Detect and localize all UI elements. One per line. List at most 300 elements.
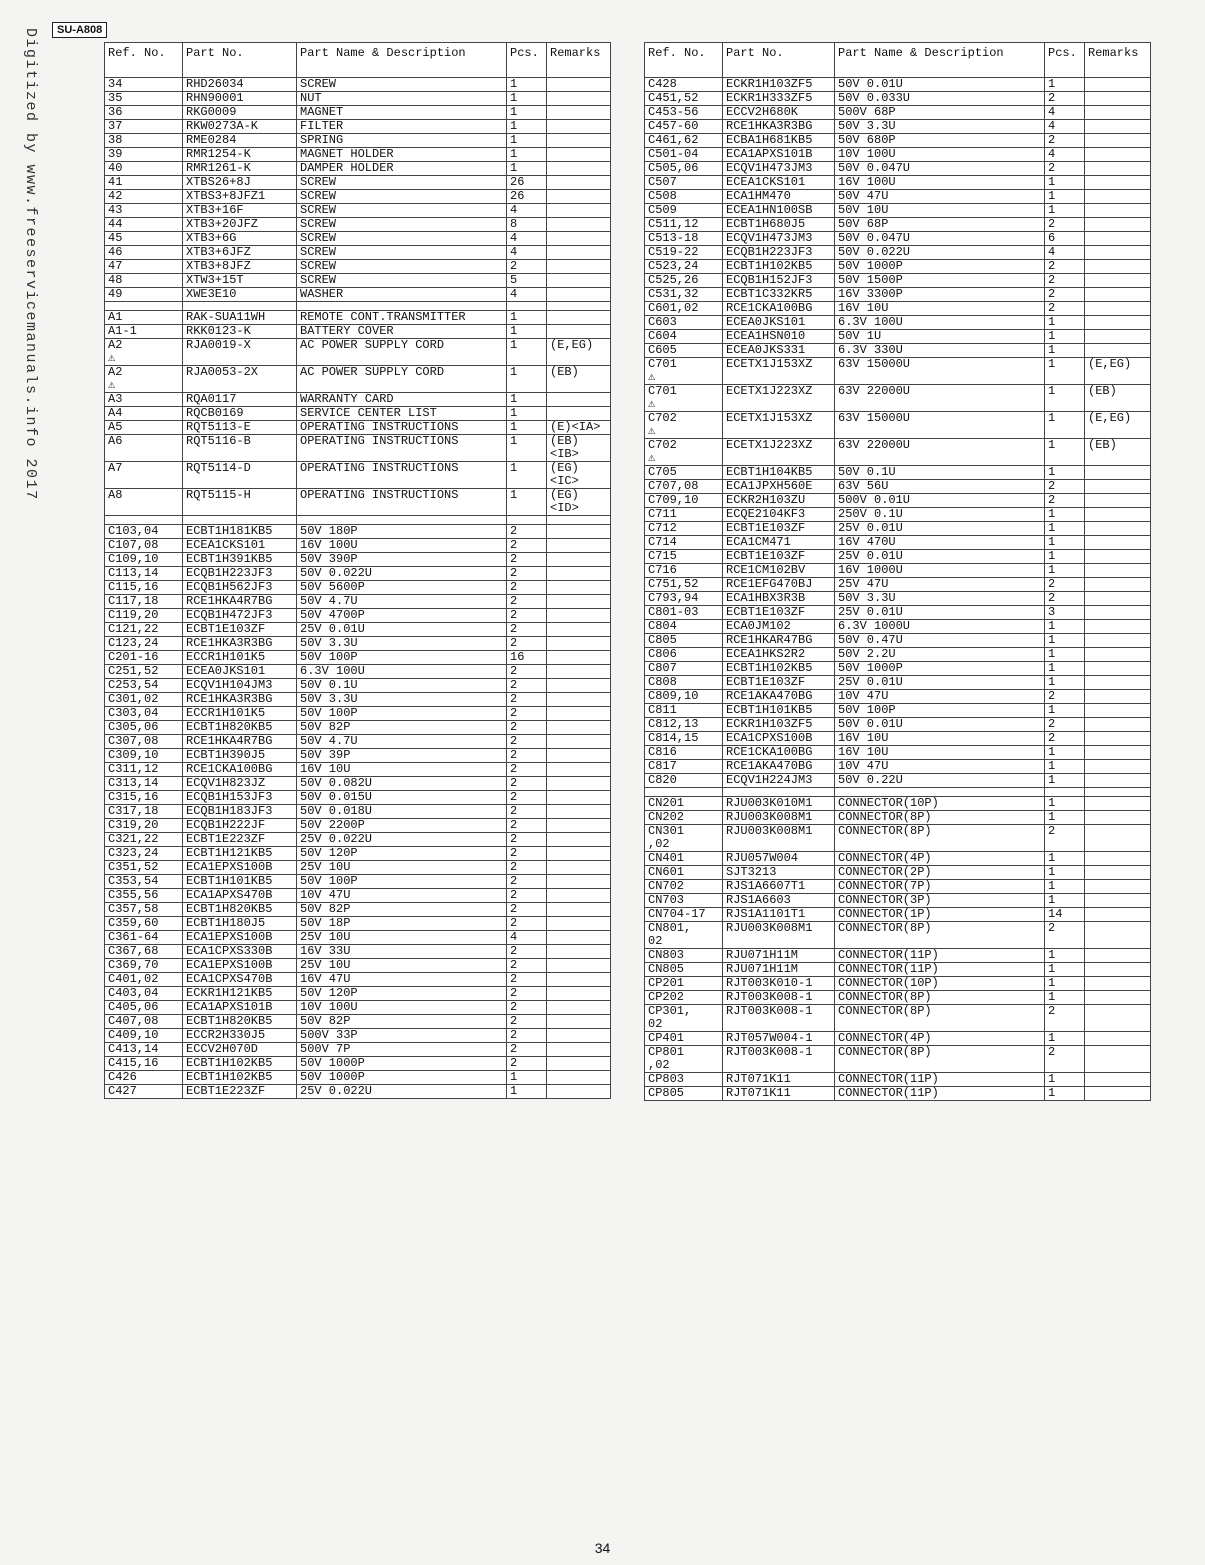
table-row (645, 1073, 1151, 1087)
ref-cell: 38 (105, 134, 183, 148)
part-no-cell: ECBT1H390J5 (183, 749, 297, 763)
table-row (105, 987, 611, 1001)
remarks-cell (547, 623, 611, 637)
pcs-cell: 1 (1045, 852, 1085, 866)
part-no-cell: ECBT1H391KB5 (183, 553, 297, 567)
ref-cell: C461,62 (645, 134, 723, 148)
part-no-cell: ECBT1H121KB5 (183, 847, 297, 861)
part-no-cell: RCE1HKAR47BG (723, 634, 835, 648)
pcs-cell: 5 (507, 274, 547, 288)
description-cell: 50V 5600P (297, 581, 507, 595)
ref-cell: C315,16 (105, 791, 183, 805)
pcs-cell: 2 (1045, 825, 1085, 852)
pcs-cell: 1 (507, 421, 547, 435)
remarks-cell (547, 302, 611, 311)
ref-cell: 36 (105, 106, 183, 120)
pcs-cell: 1 (507, 106, 547, 120)
remarks-cell (1085, 788, 1151, 797)
remarks-cell (547, 721, 611, 735)
part-no-cell: ECKR2H103ZU (723, 494, 835, 508)
table-row (645, 120, 1151, 134)
remarks-cell (547, 693, 611, 707)
part-no-cell: ECBT1E103ZF (723, 676, 835, 690)
part-no-cell: RQT5114-D (183, 462, 297, 489)
ref-cell: A1-1 (105, 325, 183, 339)
table-row (645, 466, 1151, 480)
part-no-cell: ECA1CM471 (723, 536, 835, 550)
description-cell: AC POWER SUPPLY CORD (297, 366, 507, 393)
table-row (645, 385, 1151, 412)
description-cell: 500V 33P (297, 1029, 507, 1043)
ref-cell: C253,54 (105, 679, 183, 693)
table-row (105, 679, 611, 693)
part-no-cell: XTBS3+8JFZ1 (183, 190, 297, 204)
pcs-cell: 4 (1045, 120, 1085, 134)
description-cell: FILTER (297, 120, 507, 134)
table-row (645, 176, 1151, 190)
description-cell: 500V 68P (835, 106, 1045, 120)
side-watermark: Digitized by www.freeservicemanuals.info 2017 (22, 28, 39, 501)
description-cell: CONNECTOR(8P) (835, 825, 1045, 852)
description-cell: CONNECTOR(10P) (835, 977, 1045, 991)
pcs-cell: 2 (507, 777, 547, 791)
ref-cell: 34 (105, 78, 183, 92)
table-row (645, 1087, 1151, 1101)
ref-cell: C319,20 (105, 819, 183, 833)
pcs-cell: 4 (507, 232, 547, 246)
pcs-cell: 1 (507, 134, 547, 148)
table-row (645, 922, 1151, 949)
remarks-cell (547, 735, 611, 749)
description-cell: SERVICE CENTER LIST (297, 407, 507, 421)
table-row (645, 991, 1151, 1005)
part-no-cell: ECA1APXS101B (723, 148, 835, 162)
table-row (645, 536, 1151, 550)
table-row (105, 232, 611, 246)
pcs-cell: 1 (1045, 190, 1085, 204)
part-no-cell: ECQB1H222JF (183, 819, 297, 833)
table-row (105, 311, 611, 325)
table-row (645, 550, 1151, 564)
part-no-cell: RQCB0169 (183, 407, 297, 421)
description-cell: 500V 7P (297, 1043, 507, 1057)
pcs-cell: 2 (1045, 480, 1085, 494)
part-no-cell: ECETX1J223XZ (723, 439, 835, 466)
part-no-cell: RJS1A1101T1 (723, 908, 835, 922)
ref-cell: A6 (105, 435, 183, 462)
part-no-cell: ECQV1H473JM3 (723, 162, 835, 176)
description-cell: 16V 10U (835, 302, 1045, 316)
ref-cell: 39 (105, 148, 183, 162)
description-cell: 50V 390P (297, 553, 507, 567)
remarks-cell (1085, 78, 1151, 92)
part-no-cell: ECEA1CKS101 (723, 176, 835, 190)
table-row (105, 959, 611, 973)
pcs-cell: 2 (1045, 592, 1085, 606)
part-no-cell: RJT057W004-1 (723, 1032, 835, 1046)
ref-cell: C305,06 (105, 721, 183, 735)
table-row (645, 522, 1151, 536)
remarks-cell (1085, 344, 1151, 358)
table-row (645, 302, 1151, 316)
table-row (645, 260, 1151, 274)
description-cell: 50V 0.01U (835, 718, 1045, 732)
remarks-cell (1085, 825, 1151, 852)
table-row (105, 833, 611, 847)
parts-table-right (644, 42, 1151, 1101)
description-cell: 6.3V 100U (297, 665, 507, 679)
ref-cell: C321,22 (105, 833, 183, 847)
pcs-cell: 1 (507, 1085, 547, 1099)
description-cell: 16V 10U (835, 746, 1045, 760)
description-cell: 50V 0.033U (835, 92, 1045, 106)
remarks-cell (1085, 676, 1151, 690)
pcs-cell: 1 (1045, 1073, 1085, 1087)
table-row (105, 78, 611, 92)
part-no-cell: ECA1EPXS100B (183, 959, 297, 973)
header-row (645, 43, 1151, 78)
part-no-cell: RQA0117 (183, 393, 297, 407)
table-row (105, 393, 611, 407)
part-no-cell: RHD26034 (183, 78, 297, 92)
ref-cell: C509 (645, 204, 723, 218)
part-no-cell: RCE1CKA100BG (723, 302, 835, 316)
remarks-cell: (EB) (1085, 385, 1151, 412)
table-row (105, 407, 611, 421)
pcs-cell: 2 (1045, 922, 1085, 949)
table-row (105, 777, 611, 791)
ref-cell: C428 (645, 78, 723, 92)
pcs-cell: 2 (507, 847, 547, 861)
description-cell: 50V 0.022U (297, 567, 507, 581)
part-no-cell: ECQB1H183JF3 (183, 805, 297, 819)
remarks-cell (547, 763, 611, 777)
remarks-cell (547, 92, 611, 106)
description-cell: 50V 0.047U (835, 162, 1045, 176)
table-row (105, 106, 611, 120)
description-cell: 10V 100U (835, 148, 1045, 162)
pcs-cell: 1 (1045, 385, 1085, 412)
part-no-cell: ECA1EPXS100B (183, 931, 297, 945)
table-row (645, 620, 1151, 634)
table-row (105, 735, 611, 749)
table-row (645, 508, 1151, 522)
pcs-cell: 1 (1045, 330, 1085, 344)
ref-cell: CN702 (645, 880, 723, 894)
pcs-cell: 2 (507, 595, 547, 609)
pcs-cell: 8 (507, 218, 547, 232)
part-no-cell: RJT003K008-1 (723, 991, 835, 1005)
part-no-cell: RQT5113-E (183, 421, 297, 435)
pcs-cell: 1 (1045, 760, 1085, 774)
remarks-cell (547, 246, 611, 260)
ref-cell: C309,10 (105, 749, 183, 763)
description-cell: CONNECTOR(1P) (835, 908, 1045, 922)
description-cell: 50V 100P (297, 875, 507, 889)
remarks-cell (1085, 1087, 1151, 1101)
pcs-cell: 1 (1045, 963, 1085, 977)
part-no-cell: ECBT1H102KB5 (183, 1071, 297, 1085)
pcs-cell: 2 (507, 973, 547, 987)
remarks-cell (1085, 690, 1151, 704)
pcs-cell: 1 (507, 435, 547, 462)
part-no-cell: RMR1261-K (183, 162, 297, 176)
part-no-cell: ECQV1H104JM3 (183, 679, 297, 693)
remarks-cell (1085, 522, 1151, 536)
table-row (645, 866, 1151, 880)
pcs-cell: 14 (1045, 908, 1085, 922)
description-cell: 10V 47U (297, 889, 507, 903)
pcs-cell: 6 (1045, 232, 1085, 246)
description-cell: 16V 3300P (835, 288, 1045, 302)
ref-cell: 47 (105, 260, 183, 274)
description-cell: 16V 100U (297, 539, 507, 553)
ref-cell: C820 (645, 774, 723, 788)
remarks-cell (547, 162, 611, 176)
description-cell: SPRING (297, 134, 507, 148)
description-cell: 50V 4.7U (297, 735, 507, 749)
pcs-cell: 1 (1045, 634, 1085, 648)
remarks-cell (547, 78, 611, 92)
ref-cell: C507 (645, 176, 723, 190)
description-cell: SCREW (297, 190, 507, 204)
table-row (645, 797, 1151, 811)
ref-cell: 37 (105, 120, 183, 134)
table-row (645, 648, 1151, 662)
pcs-cell: 4 (507, 204, 547, 218)
table-row (105, 665, 611, 679)
table-row (105, 260, 611, 274)
table-row (105, 489, 611, 516)
pcs-cell: 2 (507, 525, 547, 539)
pcs-cell: 1 (1045, 466, 1085, 480)
part-no-cell: RKW0273A-K (183, 120, 297, 134)
pcs-cell: 2 (1045, 288, 1085, 302)
part-no-cell: ECQV1H473JM3 (723, 232, 835, 246)
remarks-cell (1085, 620, 1151, 634)
col-ref-header: Ref. No. (645, 43, 723, 78)
ref-cell: C523,24 (645, 260, 723, 274)
table-row (105, 366, 611, 393)
ref-cell: C714 (645, 536, 723, 550)
ref-cell: CN704-17 (645, 908, 723, 922)
description-cell: 50V 0.01U (835, 78, 1045, 92)
pcs-cell: 1 (507, 92, 547, 106)
part-no-cell: ECEA0JKS331 (723, 344, 835, 358)
ref-cell: C805 (645, 634, 723, 648)
description-cell: 50V 10U (835, 204, 1045, 218)
part-no-cell: ECBT1E103ZF (723, 522, 835, 536)
remarks-cell (1085, 908, 1151, 922)
remarks-cell (1085, 274, 1151, 288)
description-cell: 50V 1500P (835, 274, 1045, 288)
part-no-cell: RCE1HKA4R7BG (183, 595, 297, 609)
pcs-cell: 2 (1045, 134, 1085, 148)
ref-cell: C701 ⚠ (645, 385, 723, 412)
ref-cell: C716 (645, 564, 723, 578)
description-cell: 16V 100U (835, 176, 1045, 190)
description-cell: 10V 47U (835, 690, 1045, 704)
part-no-cell: RAK-SUA11WH (183, 311, 297, 325)
remarks-cell (547, 903, 611, 917)
part-no-cell: XTB3+6G (183, 232, 297, 246)
description-cell: 63V 22000U (835, 439, 1045, 466)
table-row (105, 945, 611, 959)
table-row (105, 274, 611, 288)
part-no-cell: ECCR1H101K5 (183, 651, 297, 665)
part-no-cell: ECBT1H820KB5 (183, 721, 297, 735)
table-row (645, 246, 1151, 260)
remarks-cell: (EB) (547, 366, 611, 393)
remarks-cell (1085, 1032, 1151, 1046)
pcs-cell: 4 (1045, 148, 1085, 162)
remarks-cell (547, 987, 611, 1001)
remarks-cell (547, 539, 611, 553)
part-no-cell: ECEA1HKS2R2 (723, 648, 835, 662)
description-cell: NUT (297, 92, 507, 106)
table-row (105, 889, 611, 903)
remarks-cell (1085, 480, 1151, 494)
part-no-cell: RJS1A6607T1 (723, 880, 835, 894)
description-cell: 50V 82P (297, 1015, 507, 1029)
description-cell: 63V 15000U (835, 412, 1045, 439)
description-cell: 16V 33U (297, 945, 507, 959)
ref-cell: C604 (645, 330, 723, 344)
table-row (105, 1029, 611, 1043)
part-no-cell: RJU003K008M1 (723, 825, 835, 852)
table-row (645, 894, 1151, 908)
ref-cell: C367,68 (105, 945, 183, 959)
part-no-cell: ECBT1H101KB5 (183, 875, 297, 889)
description-cell: 50V 1U (835, 330, 1045, 344)
ref-cell: CP202 (645, 991, 723, 1005)
remarks-cell (547, 1029, 611, 1043)
pcs-cell: 1 (1045, 676, 1085, 690)
remarks-cell (1085, 260, 1151, 274)
ref-cell: C702 ⚠ (645, 412, 723, 439)
ref-cell: C605 (645, 344, 723, 358)
pcs-cell: 2 (507, 623, 547, 637)
ref-cell: C711 (645, 508, 723, 522)
pcs-cell: 2 (507, 539, 547, 553)
description-cell: 25V 0.022U (297, 833, 507, 847)
part-no-cell: RCE1EFG470BJ (723, 578, 835, 592)
description-cell: 25V 0.01U (835, 676, 1045, 690)
table-row (645, 977, 1151, 991)
ref-cell: C816 (645, 746, 723, 760)
ref-cell: CN301 ,02 (645, 825, 723, 852)
table-row (105, 875, 611, 889)
description-cell: 50V 4700P (297, 609, 507, 623)
part-no-cell: RKG0009 (183, 106, 297, 120)
ref-cell: A3 (105, 393, 183, 407)
ref-cell: C361-64 (105, 931, 183, 945)
table-row (645, 106, 1151, 120)
description-cell: 50V 82P (297, 903, 507, 917)
pcs-cell: 2 (507, 875, 547, 889)
description-cell: 10V 100U (297, 1001, 507, 1015)
table-row (645, 480, 1151, 494)
pcs-cell: 2 (507, 959, 547, 973)
remarks-cell (547, 393, 611, 407)
remarks-cell (547, 106, 611, 120)
col-desc-header: Part Name & Description (835, 43, 1045, 78)
description-cell: 25V 10U (297, 959, 507, 973)
part-no-cell (723, 788, 835, 797)
pcs-cell: 3 (1045, 606, 1085, 620)
ref-cell: CN703 (645, 894, 723, 908)
part-no-cell: ECQB1H153JF3 (183, 791, 297, 805)
pcs-cell: 2 (507, 1029, 547, 1043)
ref-cell: C513-18 (645, 232, 723, 246)
description-cell: CONNECTOR(10P) (835, 797, 1045, 811)
pcs-cell: 2 (1045, 718, 1085, 732)
spacer-row (105, 516, 611, 525)
pcs-cell: 1 (1045, 358, 1085, 385)
table-row (645, 162, 1151, 176)
spacer-row (105, 302, 611, 311)
pcs-cell: 1 (507, 325, 547, 339)
table-row (105, 609, 611, 623)
pcs-cell: 2 (507, 945, 547, 959)
pcs-cell: 2 (507, 791, 547, 805)
description-cell: CONNECTOR(8P) (835, 1005, 1045, 1032)
ref-cell: C702 ⚠ (645, 439, 723, 466)
description-cell: OPERATING INSTRUCTIONS (297, 462, 507, 489)
description-cell: WASHER (297, 288, 507, 302)
table-row (645, 676, 1151, 690)
part-no-cell: RJT003K008-1 (723, 1046, 835, 1073)
part-no-cell: ECBA1H681KB5 (723, 134, 835, 148)
pcs-cell: 1 (1045, 1032, 1085, 1046)
remarks-cell (547, 1015, 611, 1029)
table-row (645, 439, 1151, 466)
remarks-cell (547, 553, 611, 567)
ref-cell: C451,52 (645, 92, 723, 106)
ref-cell: 35 (105, 92, 183, 106)
ref-cell: CP301, 02 (645, 1005, 723, 1032)
part-no-cell: RCE1HKA3R3BG (723, 120, 835, 134)
table-row (105, 339, 611, 366)
pcs-cell: 4 (1045, 106, 1085, 120)
pcs-cell: 4 (507, 931, 547, 945)
remarks-cell (1085, 106, 1151, 120)
part-no-cell: ECCV2H070D (183, 1043, 297, 1057)
col-part-header: Part No. (723, 43, 835, 78)
pcs-cell: 1 (1045, 78, 1085, 92)
pcs-cell: 26 (507, 176, 547, 190)
remarks-cell (1085, 894, 1151, 908)
pcs-cell: 1 (507, 311, 547, 325)
part-no-cell: ECBT1H820KB5 (183, 1015, 297, 1029)
table-body (645, 78, 1151, 1101)
pcs-cell: 2 (1045, 302, 1085, 316)
remarks-cell (1085, 508, 1151, 522)
table-row (645, 1032, 1151, 1046)
remarks-cell (1085, 922, 1151, 949)
description-cell (297, 302, 507, 311)
part-no-cell: XWE3E10 (183, 288, 297, 302)
table-row (105, 1015, 611, 1029)
remarks-cell (547, 917, 611, 931)
pcs-cell: 1 (1045, 522, 1085, 536)
table-row (105, 973, 611, 987)
remarks-cell (1085, 494, 1151, 508)
description-cell: SCREW (297, 260, 507, 274)
table-row (105, 861, 611, 875)
description-cell: 50V 3.3U (835, 120, 1045, 134)
remarks-cell (547, 1043, 611, 1057)
